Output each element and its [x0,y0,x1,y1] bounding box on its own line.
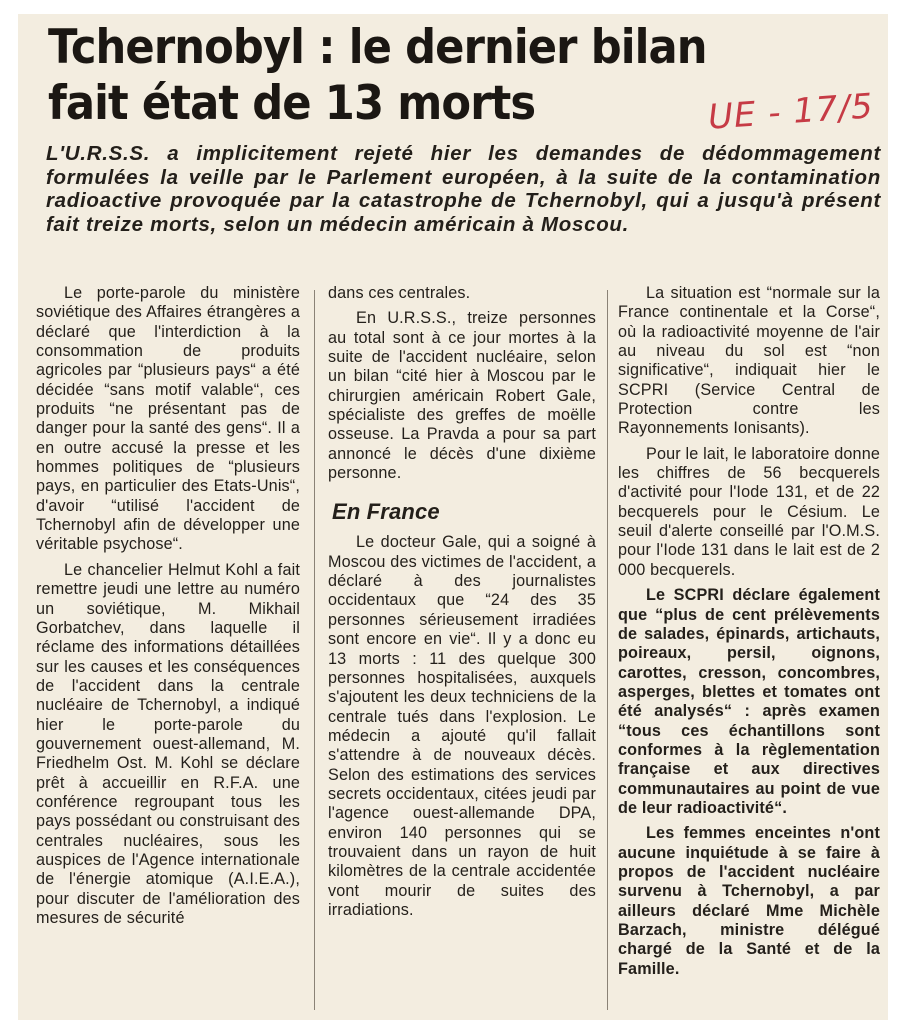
headline-line-2: fait état de 13 morts [48,76,536,131]
section-subhead: En France [332,499,440,525]
lead-paragraph: L'U.R.S.S. a implicitement rejeté hier les demandes de dédommagement formulées la veille par le Parlement européen, à la suite de la contamination radioactive provoquée par la catastrophe de Tchernobyl, qui a jusqu'à présent fait treize morts, selon un médecin américain à Moscou. [46,142,881,236]
column-divider [607,290,608,1010]
paragraph: En U.R.S.S., treize personnes au total sont à ce jour mortes à la suite de l'accident nucléaire, selon un bilan “cité hier à Moscou par le chirurgien américain Robert Gale, spécialiste des greffes de moëlle osseuse. La Pravda a pour sa part annoncé le décès d'une dixième personne. [328,309,596,483]
column-2 [328,284,596,920]
newspaper-clipping [18,14,888,1020]
paragraph: Le docteur Gale, qui a soigné à Moscou des victimes de l'accident, a déclaré à des journalistes occidentaux que “24 des 35 personnes sérieusement irradiées sont encore en vie“. Il y a donc eu 13 morts : 11 des quelque 300 personnes hospitalisées, auxquels s'ajoutent les deux techniciens de la centrale tués dans l'explosion. Le médecin a ajouté qu'il fallait s'attendre à de nouveaux décès. Selon des estimations des services secrets occidentaux, citées jeudi par l'agence ouest-allemande DPA, environ 140 personnes qui se trouvaient dans un rayon de huit kilomètres de la centrale accidentée vont mourir de suites des irradiations. [328,533,596,919]
paragraph: Le chancelier Helmut Kohl a fait remettre jeudi une lettre au numéro un soviétique, M. Mikhail Gorbatchev, dans laquelle il réclame des informations détaillées sur les causes et les conséquences de l'accident dans la centrale nucléaire de Tchernobyl, a indiqué hier le porte-parole du gouvernement ouest-allemand, M. Friedhelm Ost. M. Kohl se déclare prêt à accueillir en R.F.A. une conférence regroupant tous les pays possédant ou construisant des centrales nucléaires, sous les auspices de l'Agence internationale de l'énergie atomique (A.I.E.A.), pour discuter de l'amélioration des mesures de sécurité [36,560,300,927]
headline-line-1: Tchernobyl : le dernier bilan [48,20,707,75]
column-1 [36,284,300,928]
paragraph: Le SCPRI déclare également que “plus de cent prélèvements de salades, épinards, artichauts, poireaux, persil, oignons, carottes, cresson, concombres, asperges, blettes et tomates ont été analysés“ : après examen “tous ces échantillons sont conformes à la règlementation française et aux directives communautaires au point de vue de leur radioactivité“. [618,586,880,817]
column-3 [618,284,880,979]
headline [48,20,707,132]
handwritten-note: UE - 17/5 [706,86,875,138]
paragraph: dans ces centrales. [328,284,471,302]
column-divider [314,290,315,1010]
paragraph: Le porte-parole du ministère soviétique des Affaires étrangères a déclaré que l'interdiction à la consommation de produits agricoles par “plusieurs pays“ a été décidée “sans motif valable“, ces produits “ne présentant pas de danger pour la santé des gens“. Il a en outre accusé la presse et les hommes politiques de “plusieurs pays, en particulier des Etats-Unis“, d'avoir “utilisé l'accident de Tchernobyl afin de développer une véritable psychose“. [36,284,300,554]
paragraph: La situation est “normale sur la France continentale et la Corse“, où la radioactivité moyenne de l'air au niveau du sol est “non significative“, indiquait hier le SCPRI (Service Central de Protection contre les Rayonnements Ionisants). [618,284,880,438]
paragraph: Les femmes enceintes n'ont aucune inquiétude à se faire à propos de l'accident nucléaire survenu à Tchernobyl, a par ailleurs déclaré Mme Michèle Barzach, ministre délégué chargé de la Santé et de la Famille. [618,824,880,978]
paragraph: Pour le lait, le laboratoire donne les chiffres de 56 becquerels d'activité pour l'Iode 131, et de 22 becquerels pour le Césium. Le seuil d'alerte conseillé par l'O.M.S. pour l'Iode 131 dans le lait est de 2 000 becquerels. [618,444,880,579]
